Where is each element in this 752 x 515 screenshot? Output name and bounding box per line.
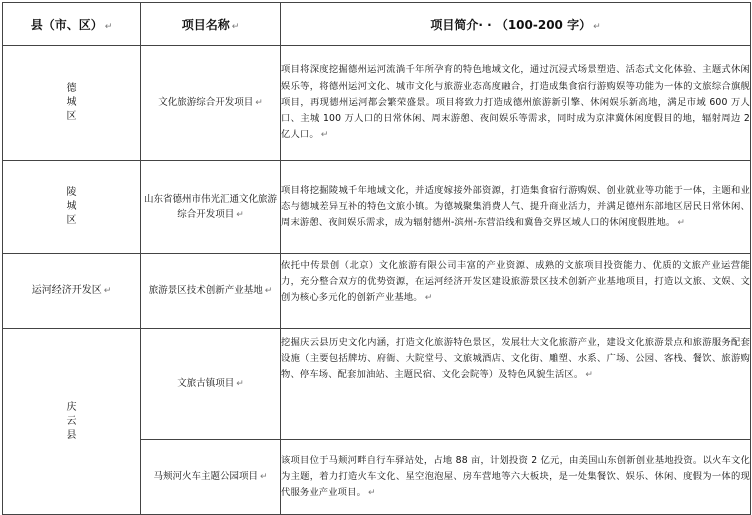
header-county: 县（市、区） ↵ bbox=[3, 3, 141, 46]
header-row bbox=[3, 3, 751, 46]
table-row bbox=[3, 46, 751, 161]
project-name-cell: 旅游景区技术创新产业基地 ↵ bbox=[141, 254, 281, 329]
project-name-cell: 文旅古镇项目 ↵ bbox=[141, 329, 281, 440]
project-name-cell: 山东省德州市伟光汇通文化旅游综合开发项目 ↵ bbox=[141, 161, 281, 254]
county-cell-yunhe: 运河经济开发区 ↵ bbox=[3, 254, 141, 329]
project-desc-cell: 项目将挖掘陵城千年地域文化，并适度嫁接外部资源，打造集食宿行游购娱、创业就业等功能于一体，主题和业态与德城差异互补的特色文旅小镇。为德城聚集消费人气、提升商业活力，并满足德州东部地区居民日常休闲、周末游憩、夜间娱乐需求，成为辐射德州-滨州-东营沿线和冀鲁交界区域人口的休闲度假胜地。 ↵ bbox=[281, 161, 751, 254]
header-project-desc: 项目简介· · （100-200 字） ↵ bbox=[281, 3, 751, 46]
project-desc-cell: 项目将深度挖掘德州运河流淌千年所孕育的特色地域文化，通过沉浸式场景塑造、活态式文化体验、主题式休闲娱乐等，将德州运河文化、城市文化与旅游业态高度融合，打造成集食宿行游购娱等功能为一体的文旅综合旗舰项目，再现德州运河都会繁荣盛景。项目将致力打造成德州旅游新引擎、休闲娱乐新高地，满足市域 600 万人口、主城 100 万人口的日常休闲、周末游憩、夜间娱乐等需求，同时成为京津冀休闲度假目的地，辐射周边 2 亿人口。 ↵ bbox=[281, 46, 751, 161]
table-row bbox=[3, 254, 751, 329]
project-table bbox=[2, 2, 751, 515]
project-name-cell: 马颊河火车主题公园项目 ↵ bbox=[141, 440, 281, 515]
project-desc-cell: 挖掘庆云县历史文化内涵，打造文化旅游特色景区，发展壮大文化旅游产业，建设文化旅游景点和旅游服务配套设施（主要包括牌坊、府衙、大院堂号、文旅城酒店、文化街、雕塑、水系、广场、公园、客栈、餐饮、旅游购物、停车场、配套加油站、主题民宿、文化会院等）及特色风貌生活区。 ↵ bbox=[281, 329, 751, 440]
header-project-name: 项目名称 ↵ bbox=[141, 3, 281, 46]
project-desc-cell: 该项目位于马颊河畔自行车驿站处，占地 88 亩，计划投资 2 亿元，由美国山东创新创业基地投资。以火车文化为主题，着力打造火车文化、星空泡泡屋、房车营地等六大板块，是一处集餐饮、娱乐、休闲、度假为一体的现代服务业产业项目。 ↵ bbox=[281, 440, 751, 515]
county-cell-lingcheng: 陵 城 区 bbox=[3, 161, 141, 254]
county-cell-decheng: 德 城 区 bbox=[3, 46, 141, 161]
county-cell-qingyun: 庆 云 县 bbox=[3, 329, 141, 515]
project-desc-cell: 依托中传景创（北京）文化旅游有限公司丰富的产业资源、成熟的文旅项目投资能力、优质的文旅产业运营能力，充分整合双方的优势资源，在运河经济开发区建设旅游景区技术创新产业基地项目，打造以文旅、文娱、文创为核心多元化的创新产业基地。 ↵ bbox=[281, 254, 751, 329]
table-row bbox=[3, 161, 751, 254]
table-row bbox=[3, 329, 751, 440]
project-name-cell: 文化旅游综合开发项目 ↵ bbox=[141, 46, 281, 161]
